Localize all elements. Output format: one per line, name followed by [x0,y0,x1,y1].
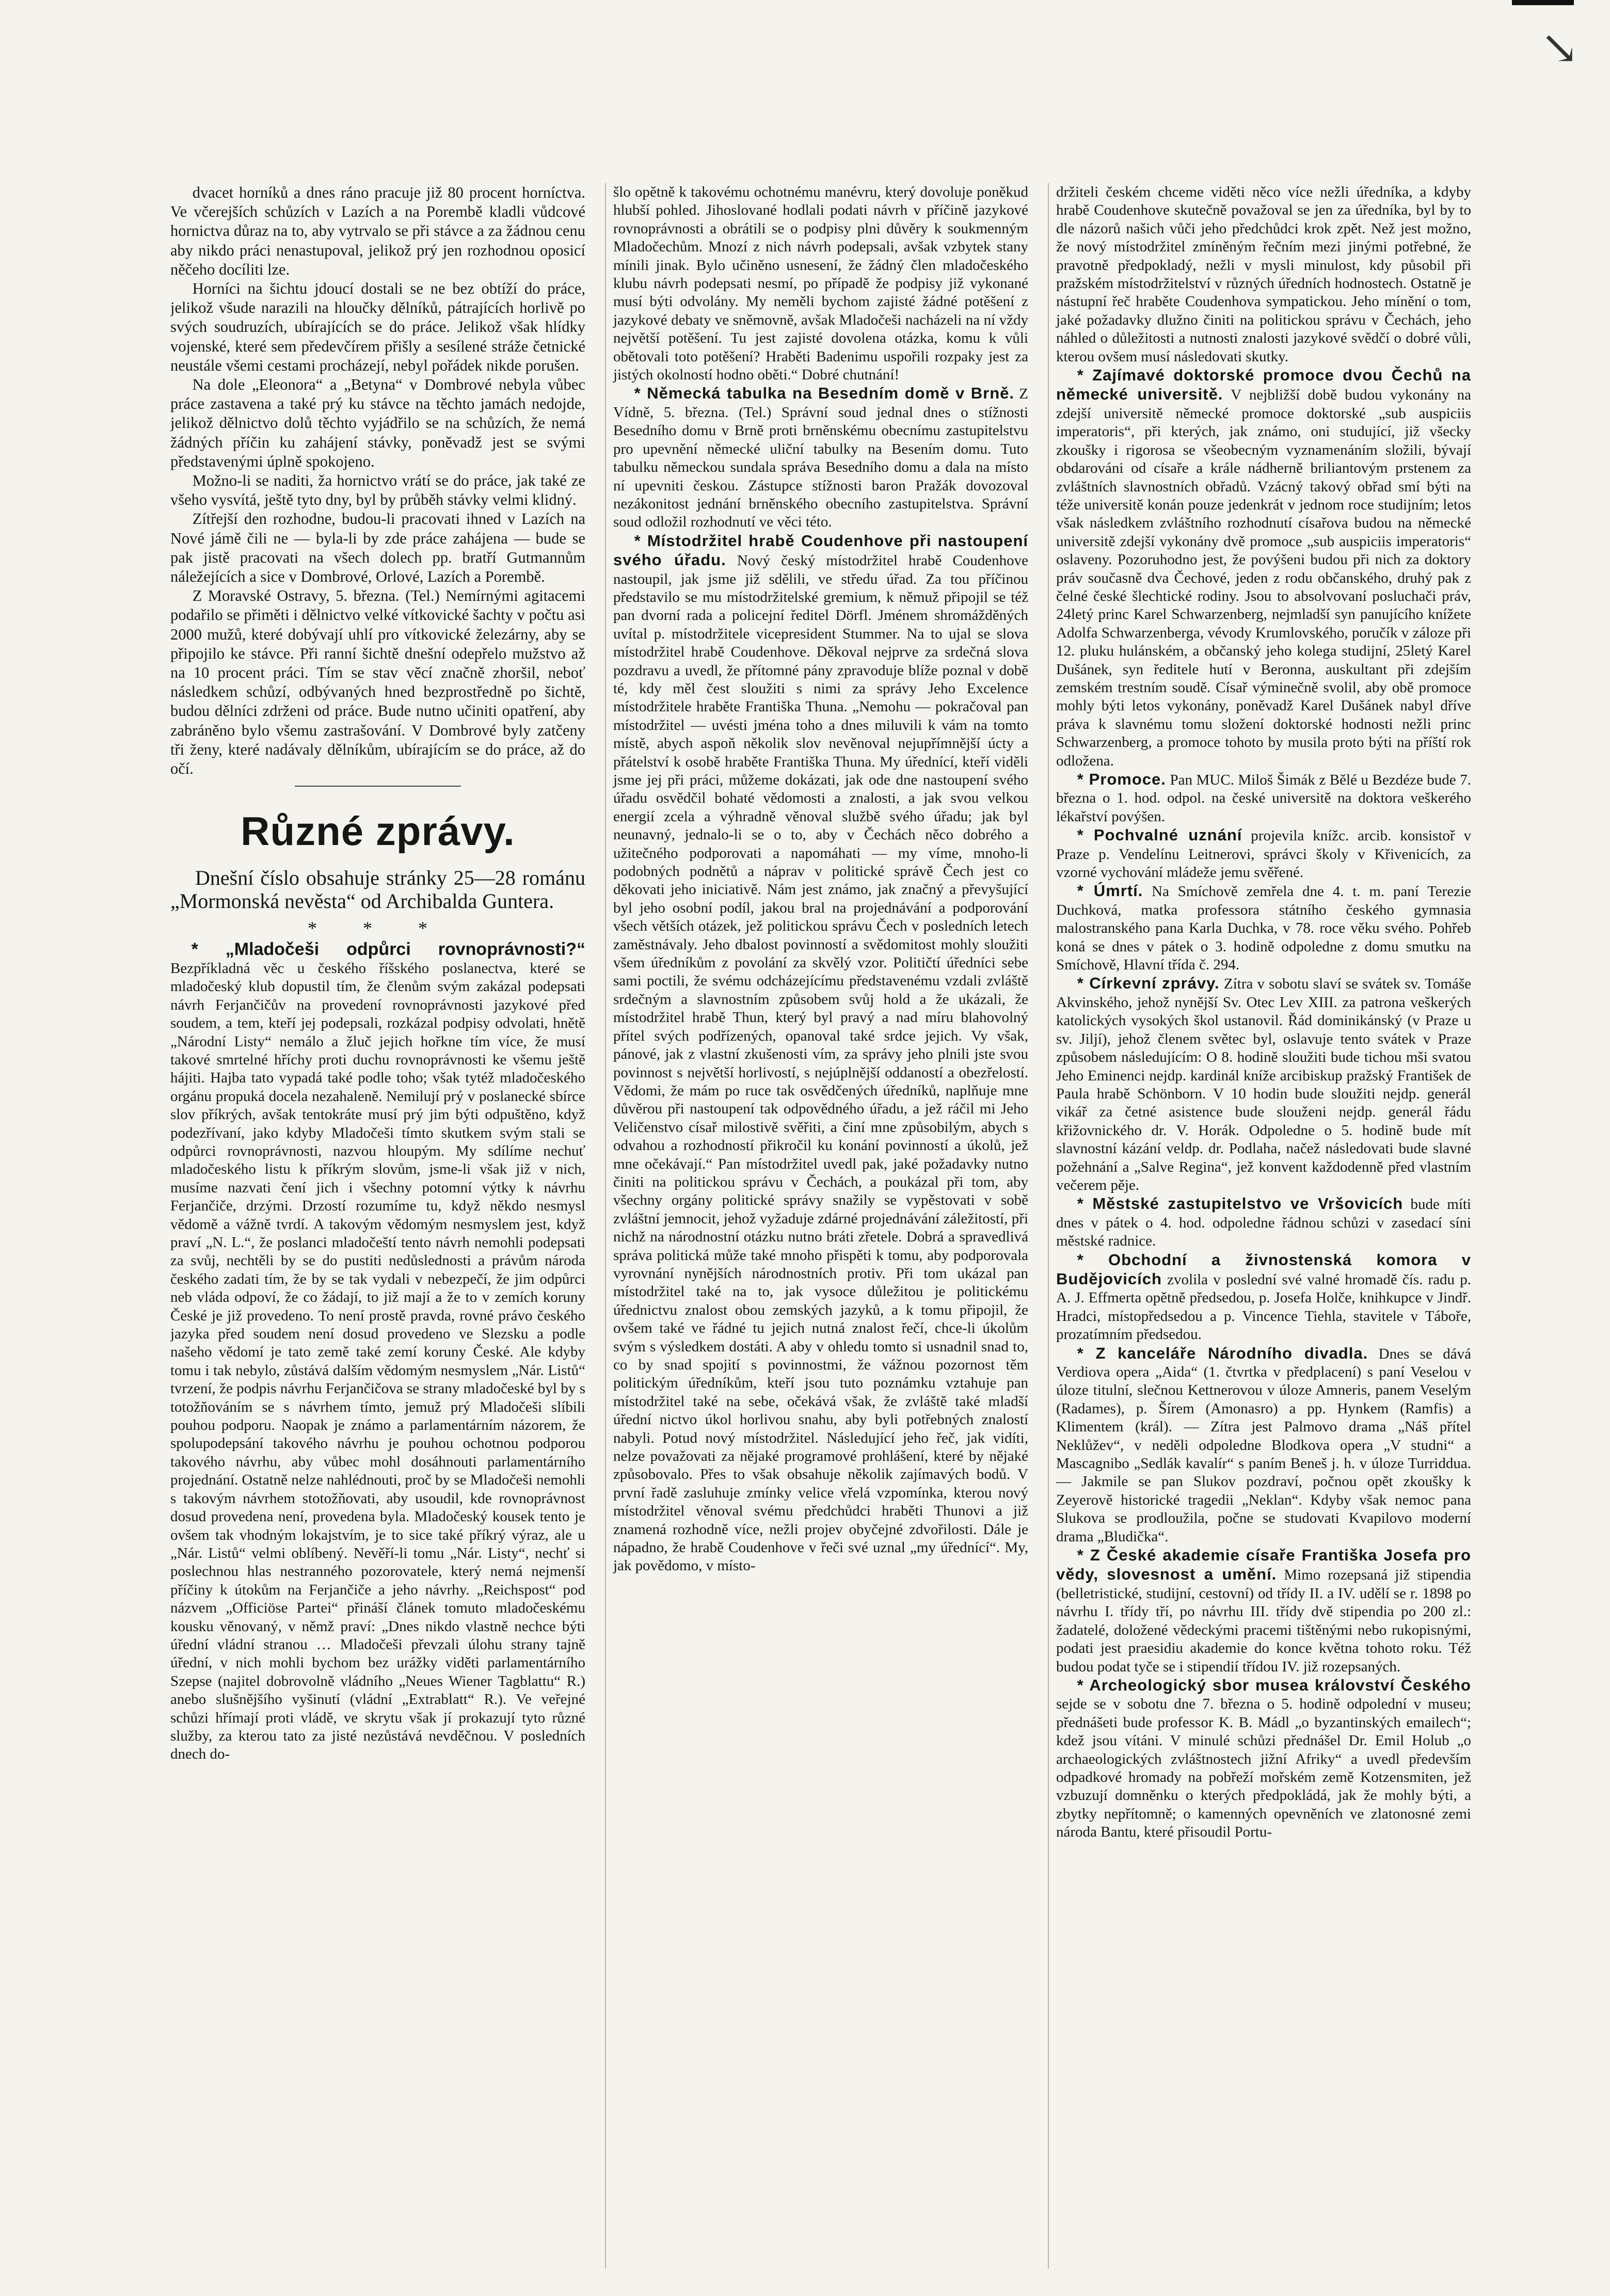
news-rubric: * Německá tabulka na Besedním domě v Brně. [634,384,1015,403]
news-text: Zítra v sobotu slaví se svátek sv. Tomáše Akvinského, jehož nynější Sv. Otec Lev XIII. za patrona veškerých katolických vysokých škol ustanovil. Řád dominikánský (v Praze u sv. Jiljí), jehož členem světec byl, oslavuje tento svátek v Praze způsobem následujícím: O 8. hodině sloužiti bude tichou mši svatou Jeho Eminenci nejdp. kardinál kníže arcibiskup pražský František de Paula hrabě Schönborn. V 10 hodin bude sloužiti nejdp. generál vikář za četné asistence bude slouženi nejdp. generál řádu křižovnického dr. V. Horák. Odpoledne o 5. hodině bude mít slavnostní kázání veldp. dr. Podlaha, načež následovati bude slavné požehnání a „Salve Regina“, jež konvent každodenně před vlastním večerem pěje. [1056,976,1471,1193]
news-text: Z Vídně, 5. března. (Tel.) Správní soud jednal dnes o stížnosti Besedního domu v Brně proti brněnskému obecnímu zastupitelstvu pro upevnění německé uliční tabulky na Besením domu. Tuto tabulku německou sundala správa Besedního domu a dala na místo ní upevniti českou. Zástupce stížnosti baron Pražák dovozoval nezákonitost jednání brněnského obecního zastupitelstva. Správní soud odložil rozhodnutí ve věci této. [613,386,1028,531]
news-rubric: * Archeologický sbor musea království Českého [1077,1676,1471,1694]
article-paragraph: dvacet horníků a dnes ráno pracuje již 80 procent horníctva. Ve včerejších schůzích v Lazích a na Porembě kladli vůdcové hornictva důraz na to, aby vytrvalo se při stávce a za žádnou cenu aby nikdo práci nenastupoval, jelikož prý jen rozhodnou oposicí něčeho docíliti lze. [170,184,585,278]
news-rubric: * Městské zastupitelstvo ve Vršovicích [1077,1194,1404,1213]
news-text: sejde se v sobotu dne 7. března o 5. hodině odpolední v museu; přednášeti bude professor K. B. Mádl „o byzantinských emailech“; kdež jsou vítáni. V minulé schůzi přednášel Dr. Emil Holub „o archaeologických zvláštnostech jižní Afriky“ a uvedl především odpadkové hromady na pobřeží mořském země Kotzensmiten, jež vzbuzují domněnku o kterých předpokládá, jak že mohly býti, a zbytky nepřítomně; o kamenných opevněních ve zlatonosné zemi národa Bantu, které přisoudil Portu- [1056,1696,1471,1841]
separator-stars: * * * [308,918,448,939]
news-item [1056,1194,1471,1250]
article-paragraph: Možno-li se naditi, ža hornictvo vrátí se do práce, jak také ze všeho vysvítá, ještě tyto dny, byl by průběh stávky velmi klidný. [170,472,585,509]
article-paragraph: Na dole „Eleonora“ a „Betyna“ v Dombrové nebyla vůbec práce zastavena a také prý ku stávce na těchto jamách nedojde, jelikož dělnictvo dolů těchto vyjádřilo se na schůzích, že nemá žádných příčin ku zahájení stávky, poněvadž jest se svými představenými úplně spokojeno. [170,376,585,470]
section-divider [295,786,461,787]
news-text: V nejbližší době budou vykonány na zdejší universitě německé promoce doktorské „sub auspiciis imperatoris“, při kterých, jak známo, oni studující, již všecky zkoušky i rigorosa se všeobecným vyznamenáním složili, bývají obdarováni od císaře a krále nádherně briliantovým prstenem za zvláštních slavnostních obřadů. Vzácný takový obřad smí býti na téže universitě konán pouze jedenkrát v jednom roce studijním; letos však následkem zvláštního rozhodnutí císařova budou na německé universitě zdejší vykonány dvě promoce „sub auspiciis imperatoris“ oslaveny. Pozoruhodno jest, že povýšeni budou při nich za doktory práv současně dva Čechové, jeden z rodu občanského, druhý pak z čelné české šlechtické rodiny. Jsou to absolvovaní posluchači práv, 24letý princ Karel Schwarzenberg, nejmladší syn panujícího knížete Adolfa Schwarzenberga, vévody Krumlovského, poručík v záloze při 12. pluku hulánském, a občanský jeho kolega studijní, 25letý Karel Dušánek, syn ředitele hutí v Beronna, auskultant při zdejším zemském trestním soudě. Císař výminečně svolil, aby obě promoce mohly býti letos vykonány, poněvadž Karel Dušánek nabyl dříve práva k slavnému tomu složení doktorské hodnosti nežli princ Schwarzenberg, a promoce tohoto by musila proto býti na příští rok odložena. [1056,387,1471,769]
article-paragraph: Zítřejší den rozhodne, budou-li pracovati ihned v Lazích na Nové jámě čili ne — byla-li by zde práce zahájena — bude se pak jistě pracovati na všech dolech pp. bratří Gutmannům náležejících a sice v Dombrové, Orlové, Lazích a Porembě. [170,510,585,586]
news-item [1056,882,1471,974]
news-rubric: * Promoce. [1077,770,1166,788]
news-text: Bezpříkladná věc u českého říšského poslanectva, které se mladočeský klub dopustil tím, že členům svým zakázal podepsati návrh Ferjančičův na provedení rovnoprávnosti jazykové před soudem, a tem, kteří jej podepsali, rozkázal podpisy odvolati, hnětě „Národní Listy“ nemálo a žluč jejich hořkne tím více, že musí takové smrtelné hříchy proti duchu rovnoprávnosti ke všemu ještě hájiti. Hajba tato vypadá také podle toho; však tytéž mladočeského orgánu propuká docela nezahaleně. Nemilují prý v poslanecké sbírce slov příkrých, avšak tentokráte musí prý jim býti odpuštěno, když podezřívaní, jako kdyby Mladočeši tímto skutkem svým stali se odpůrci rovnoprávnosti, nazvou hloupým. My sdílíme nechuť mladočeského listu k příkrým slovům, jsme-li však již v nich, musíme nazvati čení jich i všechny potomní výtky k návrhu Ferjančiče, drzými. Drzostí rozumíme tu, když někdo nesmysl vědomě a vážně tvrdí. A takovým vědomým nesmyslem jest, když praví „N. L.“, že poslanci mladočeští tento návrh nemohli podepsati za svůj, nechtěli by se do pustiti nedůslednosti a právům národa českého zadati tím, že by se tak vydali v nebezpečí, že jim odpůrci neb vláda odpoví, že co žádají, to již mají a že to v zemích koruny České je již provedeno. To není prostě pravda, rovné právo českého jazyka před soudem není dosud provedeno ve Slezsku a podle našeho vědomí je tato země také zemí koruny České. Ale kdyby tomu i tak nebylo, zůstává dalším vědomým nesmyslem „Nár. Listů“ tvrzení, že podpis návrhu Ferjančičova se strany mladočeské byl by s totožňováním se s návrhem tímto, jemuž prý Mladočeši slíbili pouhou podporu. Naopak je známo a parlamentárním názorem, že spolupodepsání takového návrhu je pouhou ochotnou podporou takového návrhu, aby vůbec mohl dosáhnouti parlamentárního projednání. Ostatně nelze nahlédnouti, proč by se Mladočeši nemohli s takovým návrhem stotožňovati, aby usoudil, kde rovnoprávnost dosud provedena není, provedena byla. Mladočeský kousek tento je ovšem tak vhodným lokajstvím, je to sice také příkrý výraz, ale u „Nár. Listů“ velmi oblíbený. Nevěří-li tomu „Nár. Listy“, nechť si poslechnou hlas nestranného pozorovatele, který nemá nejmenší příčiny k útokům na Ferjančiče a jeho návrhy. „Reichspost“ pod názvem „Officiöse Partei“ přináší článek tomuto mladočeskému kousku věnovaný, v němž praví: „Dnes nikdo vlastně nechce býti úřední vládní stranou … Mladočeši převzali úlohu strany tajně úřední, v nich mohli bychom bez urážky viděti parlamentárního Szepse (najitel dobrovolně vládního „Neues Wiener Tagblattu“ R.) anebo slušnějšího vyšinutí (vládní „Extrablatt“ R.). Ve veřejné schůzi hřímají proti vládě, ve skrytu však jí prokazují tyto různé služby, za kterou tato za jisté nezůstává nevděčnou. V posledních dnech do- [170,960,585,1763]
news-text: Dnes se dává Verdiova opera „Aida“ (1. čtvrtka v předplacení) s paní Veselou v úloze titulní, slečnou Kettnerovou v úloze Amneris, panem Veselým (Radames), p. Šírem (Amonasro) a pp. Hynkem (Ramfis) a Klimentem (král). — Zítra jest Palmovo drama „Náš přítel Neklůžev“, v neděli odpoledne Blodkova opera „V studni“ a Mascagnibo „Sedlák kavalír“ s paním Beneš j. h. v úloze Turriddua. — Jakmile se pan Slukov pozdraví, počnou opět zkoušky k Zeyerově historické tragedii „Neklan“. Kdyby však nemoc pana Slukova se prodloužila, počne se studovati Kvapilovo moderní drama „Bludička“. [1056,1345,1471,1545]
article-paragraph: Horníci na šichtu jdoucí dostali se ne bez obtíží do práce, jelikož všude narazili na hloučky dělníků, pátrajících horlivě po svých soudruzích, ubírajících se do práce. Jelikož však hlídky vojenské, které sem předevčírem přišly a sesílené stráže četnické neustále všemi cestami procházejí, nebyl pořádek nikde porušen. [170,280,585,374]
news-rubric: * Pochvalné uznání [1077,826,1242,844]
news-text: Pan MUC. Miloš Šimák z Bělé u Bezdéze bude 7. března o 1. hod. odpol. na české universitě na doktora veškerého lékařství povýšen. [1056,772,1471,825]
article-paragraph: držiteli českém chceme viděti něco více nežli úředníka, a kdyby hrabě Coudenhove skutečně považoval se jen za úředníka, byl by to dle názorů našich vůči jeho předchůdci krok zpět. Než jest možno, že nový místodržitel zmíněným řečním mezi jinými potřebné, že pravotně předpokladý, nežli v mysli minulost, kdy působil při pražském místodržitelství v různých úředních hodnostech. Ostatně je nástupní řeč hraběte Coudenhova sympatickou. Jeho mínění o tom, jaké požadavky dlužno činiti na politickou správu v Čechách, jeho náhled o důležitosti a nutnosti znalosti jazykové svědčí o dobré vůli, kterou ovšem musí následovati skutky. [1056,184,1471,365]
news-text: zvolila v poslední své valné hromadě čís. radu p. A. J. Effmerta opětně předsedou, p. Josefa Holče, knihkupce v Jindř. Hradci, místopředsedou a p. Vincence Tiehla, stavitele v Táboře, prozatímním předsedou. [1056,1271,1471,1343]
column-3 [1048,183,1471,2269]
news-text: Mimo rozepsaná již stipendia (belletristické, studijní, cestovní) od třídy II. a IV. udělí se r. 1898 po návrhu I. třídy tří, po návrhu III. třídy dvě stipendia po 200 zl.: žadatelé, doložené vědeckými pracemi tištěnými nebo rukopisnými, podati jest praesidiu akademie do konce května tohoto roku. Též budou podat tyče se i stipendií třídou IV. již rozepsaných. [1056,1567,1471,1675]
news-rubric: * Obchodní a živnostenská komora v Budějovicích [1056,1250,1471,1288]
news-item [170,940,585,1764]
article-columns [170,183,1471,2269]
news-text: Na Smíchově zemřela dne 4. t. m. paní Terezie Duchková, matka professora státního českého gymnasia malostranského pana Karla Duchka, v 78. roce věku svého. Pohřeb koná se dnes v pátek o 3. hodině odpoledne z domu smutku na Smíchově, Hlavní třída č. 294. [1056,883,1471,974]
column-1 [170,183,585,2269]
news-item [613,384,1028,531]
column-2 [605,183,1028,2269]
news-item [1056,1344,1471,1546]
news-text: Nový český místodržitel hrabě Coudenhove nastoupil, jak jsme již sdělili, ve středu úřad. Za tou příčinou představilo se mu místodržitelské gremium, k němuž připojil se též pan dvorní rada a policejní ředitel Dörfl. Jménem shromážděných uvítal p. místodržitele vicepresident Stummer. Na to ujal se slova místodržitel hrabě Coudenhove. Děkoval nejprve za srdečná slova pozdravu a uvedl, že přítomné pány zpravoduje blíže poznal v době té, kdy měl čest sloužiti s nimi za správy Jeho Excelence místodržitele hraběte Františka Thuna. „Nemohu — pokračoval pan místodržitel — uvésti jména toho a dnes miluvili k vám na tomto místě, abych aspoň několik slov nevěnoval nejupřímnější úcty a přátelství k osobě hraběte Františka Thuna. My úřednící, kteří viděli jsme jej při práci, můžeme dokázati, jak ode dne nastoupení svého úřadu osvědčil bohaté vědomosti a znalosti, a jak svou velkou energií zcela a výhradně věnoval službě svého úřadu; jak byl neunavný, jednalo-li se o to, aby v Čechách něco dobrého a užitečného podporovati a napomáhati — my víme, mnoho-li podobných podnětů a náprav v politické správě Čech jest co děkovati jeho iniciativě. Nám jest známo, jak značný a převyšující byl jeho osobní podíl, jakou bral na projednávání a podporování všech větších otázek, jež politickou správu Čech v posledních letech zaměstnávaly. Jeho dbalost povinností a svědomitost mohly sloužiti všem úředníkům z povolání za skvělý vzor. Političtí úředníci sebe sami poctili, že svému odcházejícímu představenému vzdali zvláště srdečným a slavnostním způsobem svůj hold a že ukázali, že místodržitel hrabě Thun, který byl pravý a nad míru blahovolný přítel svých podřízených, opanoval také srdce jejich. Vy však, pánové, jak z vlastní zkušenosti vím, za správy jeho plnili jste svou povinnost s největší horlivostí, s nejúplnější oddaností a obezřelostí. Vědomi, že mám po ruce tak osvědčených úředníků, naplňuje mne důvěrou při nastoupení tak odpovědného úřadu, a jež ráčil mi Jeho Veličenstvo císař milostivě svěřiti, a činí mne způsobilým, abych s odvahou a rozhodností přikročil ku konání povinností a úkolů, jež mne očekávají.“ Pan místodržitel uvedl pak, jaké požadavky nutno činiti na politickou správu v Čechách, a poukázal při tom, aby všechny orgány politické správy snažily se vypěstovati v sobě zvláštní jemnocit, jehož vyžaduje zdárné projednávání záležitostí, při nichž na národnostní otázku nutno bráti zřetele. Dobrá a spravedlivá správa politická může také mnoho přispěti k tomu, aby podporovala vyrovnání nynějších národnostních protiv. Při tom ukázal pan místodržitel také na to, jak vysoce důležitou je politickému úřednictvu znalost obou zemských jazyků, a k tomu připojil, že ovšem také ve řádné tu jejich nutná znalost řečí, chce-li úkolům svým s výsledkem dostáti. A aby v ohledu tomto si usnadnil snad to, co by snad spojití s povinnostmi, že vážnou pozornost těm politickým úředníkům, kteří jsou tuto poznámku vztahuje pan místodržitel také na sebe, očekává však, že zvláště také mladší úřední nictvo úkol horlivou snahu, aby byli potřebných znalostí nabyli. Potud nový místodržitel. Následující jeho řeč, jak vidíti, nelze považovati za nějaké programové prohlášení, které by nějaké způsobovalo. Přes to však obsahuje několik zajímavých bodů. V první řadě zasluhuje zmínky velice vřelá vzpomínka, kterou nový místodržitel věnoval svému předchůdci hraběti Thunovi a již znamená rozhodně více, nežli projev obyčejné zdvořilosti. Dále je nápadno, že hrabě Coudenhove v řeči své uznal „my úřednící“. My, jak povědomo, v místo- [613,552,1028,1574]
news-rubric: * Z České akademie císaře Františka Josefa pro vědy, slovesnost a umění. [1056,1546,1471,1584]
corner-fold-mark: ↘ [1540,21,1579,75]
section-heading: Různé zprávy. [241,808,515,854]
news-rubric: * Zajímavé doktorské promoce dvou Čechů na německé universitě. [1056,366,1471,404]
page-edge-mark [1512,0,1574,5]
news-rubric: * Úmrtí. [1077,882,1143,900]
news-text: bude míti dnes v pátek o 4. hod. odpoledne řádnou schůzi v zasedací síni městské radnice. [1056,1196,1471,1250]
news-item [1056,826,1471,882]
article-paragraph: šlo opětně k takovému ochotnému manévru, který dovoluje poněkud hlubší pohled. Jihoslované hodlali podati návrh v příčině jazykové rovnoprávnosti a obrátili se o podpisy plni důvěry k soukmenným Mladočechům. Mnozí z nich návrh podepsali, avšak vzbytek stany mínili jinak. Bylo učiněno usnesení, že žádný člen mladočeského klubu návrh podepsati nesmí, po případě že podpisy již vykonané musí býti odvolány. My neměli bychom zajisté žádné potěšení z jazykové debaty ve sněmovně, avšak Mladočeši nacházeli na ní vždy největší potěšení. Tu jest zajisté dovolena otázka, komu k vůli obětovali toto potěšení? Hraběti Badenimu uspořili rozpaky jest za jistých okolností hodno oběti.“ Dobré chutnání! [613,184,1028,384]
news-rubric: * Církevní zprávy. [1077,974,1220,993]
news-rubric: * Z kanceláře Národního divadla. [1077,1344,1368,1362]
news-item [1056,1676,1471,1842]
news-item [1056,770,1471,826]
news-rubric: * Místodržitel hrabě Coudenhove při nastoupení svého úřadu. [613,531,1028,569]
news-item [1056,366,1471,770]
news-text: projevila knížc. arcib. konsistoř v Praze p. Vendelínu Leitnerovi, správci školy v Křivenicích, za vzorné vychování mládeže jemu svěřené. [1056,827,1471,881]
article-paragraph: Z Moravské Ostravy, 5. března. (Tel.) Nemírnými agitacemi podařilo se přiměti i dělnictvo velké vítkovické šachty v počtu asi 2000 mužů, které dobývají uhlí pro vítkovické železárny, aby se připojilo ke stávce. Při ranní šichtě dnešní odepřelo mužstvo až na 10 procent práci. Tím se stav věcí značně zhoršil, neboť následkem schůzí, odbývaných hned bezprostředně po šichtě, budou dělníci zdrženi od práce. Bude nutno učiniti opatření, aby zabráněno bylo všemu zastrašování. V Dombrové byly zatčeny tři ženy, které nadávaly dělníkům, ubírajícím se do práce, až do očí. [170,587,585,778]
notice-lead: Dnešní číslo obsahuje stránky 25—28 románu „Mormonská nevěsta“ od Archibalda Guntera. [170,866,585,913]
news-item [1056,1546,1471,1676]
news-item [613,532,1028,1575]
news-item [1056,974,1471,1194]
news-rubric: * „Mladočeši odpůrci rovnoprávnosti?“ [191,939,585,959]
news-item [1056,1251,1471,1344]
